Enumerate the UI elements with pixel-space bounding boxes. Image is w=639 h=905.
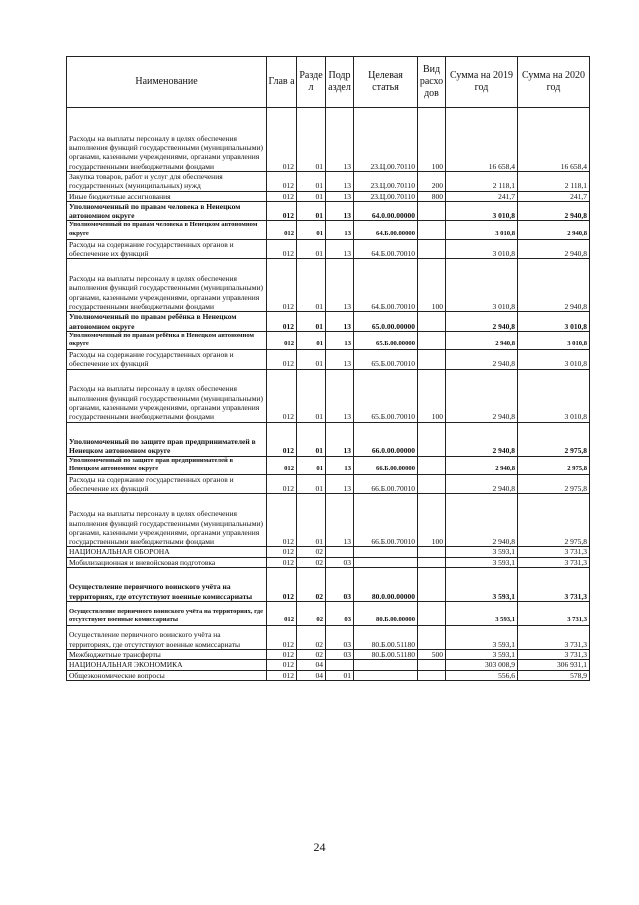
cell-razdel: 02	[297, 650, 326, 660]
cell-name: Мобилизационная и вневойсковая подготовка	[67, 557, 267, 567]
cell-name: Уполномоченный по правам человека в Ненецком автономном округе	[67, 201, 267, 221]
cell-vid	[418, 626, 446, 650]
cell-glava: 012	[267, 602, 297, 626]
cell-razdel: 01	[297, 494, 326, 547]
cell-sum2020: 578,9	[518, 670, 590, 680]
cell-vid	[418, 312, 446, 332]
table-row	[67, 191, 590, 201]
cell-podrazdel: 13	[326, 108, 354, 172]
table-row	[67, 650, 590, 660]
table-row	[67, 201, 590, 221]
cell-sum2020: 2 940,8	[518, 239, 590, 259]
cell-sum2019: 3 010,8	[446, 221, 518, 239]
cell-glava: 012	[267, 191, 297, 201]
cell-razdel: 01	[297, 201, 326, 221]
cell-name: Межбюджетные трансферты	[67, 650, 267, 660]
cell-glava: 012	[267, 557, 297, 567]
cell-razdel: 01	[297, 422, 326, 456]
table-row	[67, 568, 590, 602]
cell-vid: 800	[418, 191, 446, 201]
header-name: Наименование	[67, 57, 267, 108]
table-row	[67, 660, 590, 670]
header-vid: Вид расхо дов	[418, 57, 446, 108]
cell-podrazdel: 13	[326, 312, 354, 332]
table-row	[67, 474, 590, 494]
cell-target	[354, 557, 418, 567]
cell-vid	[418, 670, 446, 680]
cell-sum2020: 3 010,8	[518, 331, 590, 349]
cell-sum2019: 241,7	[446, 191, 518, 201]
cell-target: 66.Б.00.70010	[354, 474, 418, 494]
cell-sum2019: 2 940,8	[446, 422, 518, 456]
header-razdel: Разде л	[297, 57, 326, 108]
cell-sum2020: 3 731,3	[518, 568, 590, 602]
cell-target: 23.Ц.00.70110	[354, 191, 418, 201]
cell-podrazdel: 13	[326, 259, 354, 312]
table-row	[67, 259, 590, 312]
cell-glava: 012	[267, 312, 297, 332]
cell-vid	[418, 547, 446, 557]
cell-sum2020: 3 010,8	[518, 369, 590, 422]
table-row	[67, 456, 590, 474]
cell-sum2020: 3 010,8	[518, 350, 590, 370]
cell-podrazdel: 13	[326, 494, 354, 547]
cell-sum2020: 2 118,1	[518, 172, 590, 192]
header-sum-2019: Сумма на 2019 год	[446, 57, 518, 108]
cell-sum2019: 3 593,1	[446, 547, 518, 557]
cell-razdel: 01	[297, 474, 326, 494]
cell-glava: 012	[267, 650, 297, 660]
table-row	[67, 221, 590, 239]
cell-glava: 012	[267, 350, 297, 370]
cell-target: 66.0.00.00000	[354, 422, 418, 456]
cell-vid: 200	[418, 172, 446, 192]
cell-name: Уполномоченный по правам человека в Ненецком автономном округе	[67, 221, 267, 239]
cell-name: Осуществление первичного воинского учёта на территориях, где отсутствуют военные комиссариаты	[67, 568, 267, 602]
cell-target: 66.Б.00.70010	[354, 494, 418, 547]
cell-vid	[418, 201, 446, 221]
cell-name: Расходы на содержание государственных органов и обеспечение их функций	[67, 239, 267, 259]
cell-glava: 012	[267, 221, 297, 239]
cell-sum2020: 3 731,3	[518, 547, 590, 557]
cell-vid: 500	[418, 650, 446, 660]
cell-razdel: 02	[297, 557, 326, 567]
cell-target: 64.Б.00.00000	[354, 221, 418, 239]
cell-glava: 012	[267, 626, 297, 650]
table-row	[67, 557, 590, 567]
cell-sum2019: 2 940,8	[446, 474, 518, 494]
table-header-row	[67, 57, 590, 108]
table-row	[67, 602, 590, 626]
cell-razdel: 01	[297, 221, 326, 239]
cell-glava: 012	[267, 474, 297, 494]
cell-glava: 012	[267, 660, 297, 670]
cell-name: Расходы на выплаты персоналу в целях обеспечения выполнения функций государственными (муниципальными) органами, казенными учреждениями, органами управления государственными внебюджетными фондами	[67, 108, 267, 172]
cell-vid	[418, 660, 446, 670]
cell-sum2020: 3 731,3	[518, 602, 590, 626]
cell-podrazdel: 13	[326, 456, 354, 474]
cell-sum2020: 3 731,3	[518, 557, 590, 567]
cell-target: 64.Б.00.70010	[354, 259, 418, 312]
cell-vid	[418, 221, 446, 239]
cell-sum2019: 303 008,9	[446, 660, 518, 670]
header-target: Целевая статья	[354, 57, 418, 108]
cell-target	[354, 660, 418, 670]
table-row	[67, 422, 590, 456]
table-row	[67, 312, 590, 332]
cell-name: Иные бюджетные ассигнования	[67, 191, 267, 201]
table-row	[67, 350, 590, 370]
cell-glava: 012	[267, 422, 297, 456]
budget-table-sheet	[66, 56, 589, 681]
cell-podrazdel: 03	[326, 568, 354, 602]
cell-podrazdel: 13	[326, 422, 354, 456]
cell-sum2019: 2 940,8	[446, 331, 518, 349]
cell-sum2019: 3 010,8	[446, 201, 518, 221]
cell-target: 23.Ц.00.70110	[354, 108, 418, 172]
cell-podrazdel	[326, 547, 354, 557]
cell-sum2020: 3 731,3	[518, 650, 590, 660]
cell-sum2020: 2 940,8	[518, 221, 590, 239]
cell-vid: 100	[418, 369, 446, 422]
table-row	[67, 331, 590, 349]
cell-name: Расходы на выплаты персоналу в целях обеспечения выполнения функций государственными (муниципальными) органами, казенными учреждениями, органами управления государственными внебюджетными фондами	[67, 494, 267, 547]
cell-glava: 012	[267, 172, 297, 192]
cell-name: Закупка товаров, работ и услуг для обеспечения государственных (муниципальных) нужд	[67, 172, 267, 192]
cell-name: Общеэкономические вопросы	[67, 670, 267, 680]
cell-name: НАЦИОНАЛЬНАЯ ЭКОНОМИКА	[67, 660, 267, 670]
cell-target: 64.0.00.00000	[354, 201, 418, 221]
cell-sum2020: 2 975,8	[518, 456, 590, 474]
cell-razdel: 01	[297, 369, 326, 422]
cell-target: 65.Б.00.70010	[354, 350, 418, 370]
header-sum-2020: Сумма на 2020 год	[518, 57, 590, 108]
cell-target: 80.Б.00.51180	[354, 650, 418, 660]
cell-vid	[418, 474, 446, 494]
cell-razdel: 04	[297, 660, 326, 670]
cell-podrazdel: 13	[326, 369, 354, 422]
cell-name: Расходы на содержание государственных органов и обеспечение их функций	[67, 350, 267, 370]
cell-vid	[418, 422, 446, 456]
cell-name: НАЦИОНАЛЬНАЯ ОБОРОНА	[67, 547, 267, 557]
table-row	[67, 670, 590, 680]
cell-vid: 100	[418, 108, 446, 172]
cell-name: Расходы на выплаты персоналу в целях обеспечения выполнения функций государственными (муниципальными) органами, казенными учреждениями, органами управления государственными внебюджетными фондами	[67, 369, 267, 422]
cell-razdel: 01	[297, 108, 326, 172]
cell-sum2020: 3 010,8	[518, 312, 590, 332]
cell-podrazdel	[326, 660, 354, 670]
cell-podrazdel: 13	[326, 331, 354, 349]
cell-sum2019: 3 010,8	[446, 259, 518, 312]
cell-glava: 012	[267, 239, 297, 259]
cell-podrazdel: 13	[326, 239, 354, 259]
cell-sum2020: 16 658,4	[518, 108, 590, 172]
cell-glava: 012	[267, 369, 297, 422]
cell-target: 80.Б.00.00000	[354, 602, 418, 626]
cell-podrazdel: 13	[326, 350, 354, 370]
cell-razdel: 01	[297, 239, 326, 259]
cell-target: 65.Б.00.00000	[354, 331, 418, 349]
cell-sum2020: 306 931,1	[518, 660, 590, 670]
cell-glava: 012	[267, 547, 297, 557]
cell-podrazdel: 03	[326, 650, 354, 660]
cell-target: 23.Ц.00.70110	[354, 172, 418, 192]
cell-glava: 012	[267, 331, 297, 349]
cell-razdel: 01	[297, 259, 326, 312]
cell-name: Осуществление первичного воинского учёта на территориях, где отсутствуют военные комиссариаты	[67, 626, 267, 650]
cell-razdel: 01	[297, 191, 326, 201]
cell-podrazdel: 13	[326, 474, 354, 494]
cell-sum2019: 3 010,8	[446, 239, 518, 259]
cell-podrazdel: 03	[326, 602, 354, 626]
cell-target: 65.0.00.00000	[354, 312, 418, 332]
table-row	[67, 547, 590, 557]
cell-target: 65.Б.00.70010	[354, 369, 418, 422]
cell-podrazdel: 13	[326, 221, 354, 239]
table-row	[67, 108, 590, 172]
cell-sum2019: 2 940,8	[446, 456, 518, 474]
cell-name: Осуществление первичного воинского учёта на территориях, где отсутствуют военные комиссариаты	[67, 602, 267, 626]
cell-podrazdel: 13	[326, 191, 354, 201]
cell-podrazdel: 03	[326, 557, 354, 567]
cell-razdel: 02	[297, 626, 326, 650]
cell-razdel: 01	[297, 456, 326, 474]
table-row	[67, 172, 590, 192]
cell-glava: 012	[267, 494, 297, 547]
cell-vid	[418, 456, 446, 474]
cell-target: 80.0.00.00000	[354, 568, 418, 602]
cell-vid	[418, 350, 446, 370]
cell-razdel: 04	[297, 670, 326, 680]
cell-sum2019: 3 593,1	[446, 626, 518, 650]
cell-glava: 012	[267, 201, 297, 221]
cell-razdel: 01	[297, 331, 326, 349]
cell-target	[354, 547, 418, 557]
table-row	[67, 239, 590, 259]
cell-sum2020: 3 731,3	[518, 626, 590, 650]
cell-podrazdel: 03	[326, 626, 354, 650]
cell-vid	[418, 239, 446, 259]
cell-glava: 012	[267, 456, 297, 474]
cell-sum2019: 16 658,4	[446, 108, 518, 172]
cell-podrazdel: 13	[326, 201, 354, 221]
cell-glava: 012	[267, 670, 297, 680]
table-row	[67, 626, 590, 650]
cell-razdel: 01	[297, 312, 326, 332]
cell-sum2019: 3 593,1	[446, 568, 518, 602]
budget-table	[66, 56, 590, 681]
cell-sum2019: 3 593,1	[446, 650, 518, 660]
table-row	[67, 369, 590, 422]
cell-sum2020: 2 975,8	[518, 474, 590, 494]
cell-name: Уполномоченный по защите прав предпринимателей в Ненецком автономном округе	[67, 422, 267, 456]
cell-vid: 100	[418, 259, 446, 312]
cell-sum2019: 2 940,8	[446, 350, 518, 370]
cell-sum2019: 2 940,8	[446, 494, 518, 547]
cell-sum2019: 556,6	[446, 670, 518, 680]
cell-razdel: 01	[297, 172, 326, 192]
cell-glava: 012	[267, 568, 297, 602]
cell-razdel: 01	[297, 350, 326, 370]
cell-razdel: 02	[297, 568, 326, 602]
cell-vid: 100	[418, 494, 446, 547]
cell-podrazdel: 01	[326, 670, 354, 680]
cell-name: Уполномоченный по правам ребёнка в Ненецком автономном округе	[67, 312, 267, 332]
cell-sum2020: 2 975,8	[518, 422, 590, 456]
cell-sum2020: 2 940,8	[518, 259, 590, 312]
cell-vid	[418, 331, 446, 349]
cell-sum2020: 241,7	[518, 191, 590, 201]
cell-vid	[418, 568, 446, 602]
cell-glava: 012	[267, 259, 297, 312]
cell-target: 64.Б.00.70010	[354, 239, 418, 259]
cell-sum2019: 2 940,8	[446, 369, 518, 422]
cell-name: Уполномоченный по правам ребёнка в Ненецком автономном округе	[67, 331, 267, 349]
cell-name: Уполномоченный по защите прав предпринимателей в Ненецком автономном округе	[67, 456, 267, 474]
cell-name: Расходы на содержание государственных органов и обеспечение их функций	[67, 474, 267, 494]
cell-sum2019: 3 593,1	[446, 557, 518, 567]
cell-target: 80.Б.00.51180	[354, 626, 418, 650]
cell-sum2020: 2 975,8	[518, 494, 590, 547]
cell-glava: 012	[267, 108, 297, 172]
cell-target: 66.Б.00.00000	[354, 456, 418, 474]
cell-sum2019: 2 940,8	[446, 312, 518, 332]
cell-razdel: 02	[297, 547, 326, 557]
cell-name: Расходы на выплаты персоналу в целях обеспечения выполнения функций государственными (муниципальными) органами, казенными учреждениями, органами управления государственными внебюджетными фондами	[67, 259, 267, 312]
cell-podrazdel: 13	[326, 172, 354, 192]
page-number: 24	[313, 840, 326, 854]
cell-razdel: 02	[297, 602, 326, 626]
cell-target	[354, 670, 418, 680]
table-row	[67, 494, 590, 547]
cell-vid	[418, 557, 446, 567]
cell-sum2020: 2 940,8	[518, 201, 590, 221]
header-podrazdel: Подр аздел	[326, 57, 354, 108]
cell-sum2019: 2 118,1	[446, 172, 518, 192]
cell-vid	[418, 602, 446, 626]
cell-sum2019: 3 593,1	[446, 602, 518, 626]
header-glava: Глав а	[267, 57, 297, 108]
